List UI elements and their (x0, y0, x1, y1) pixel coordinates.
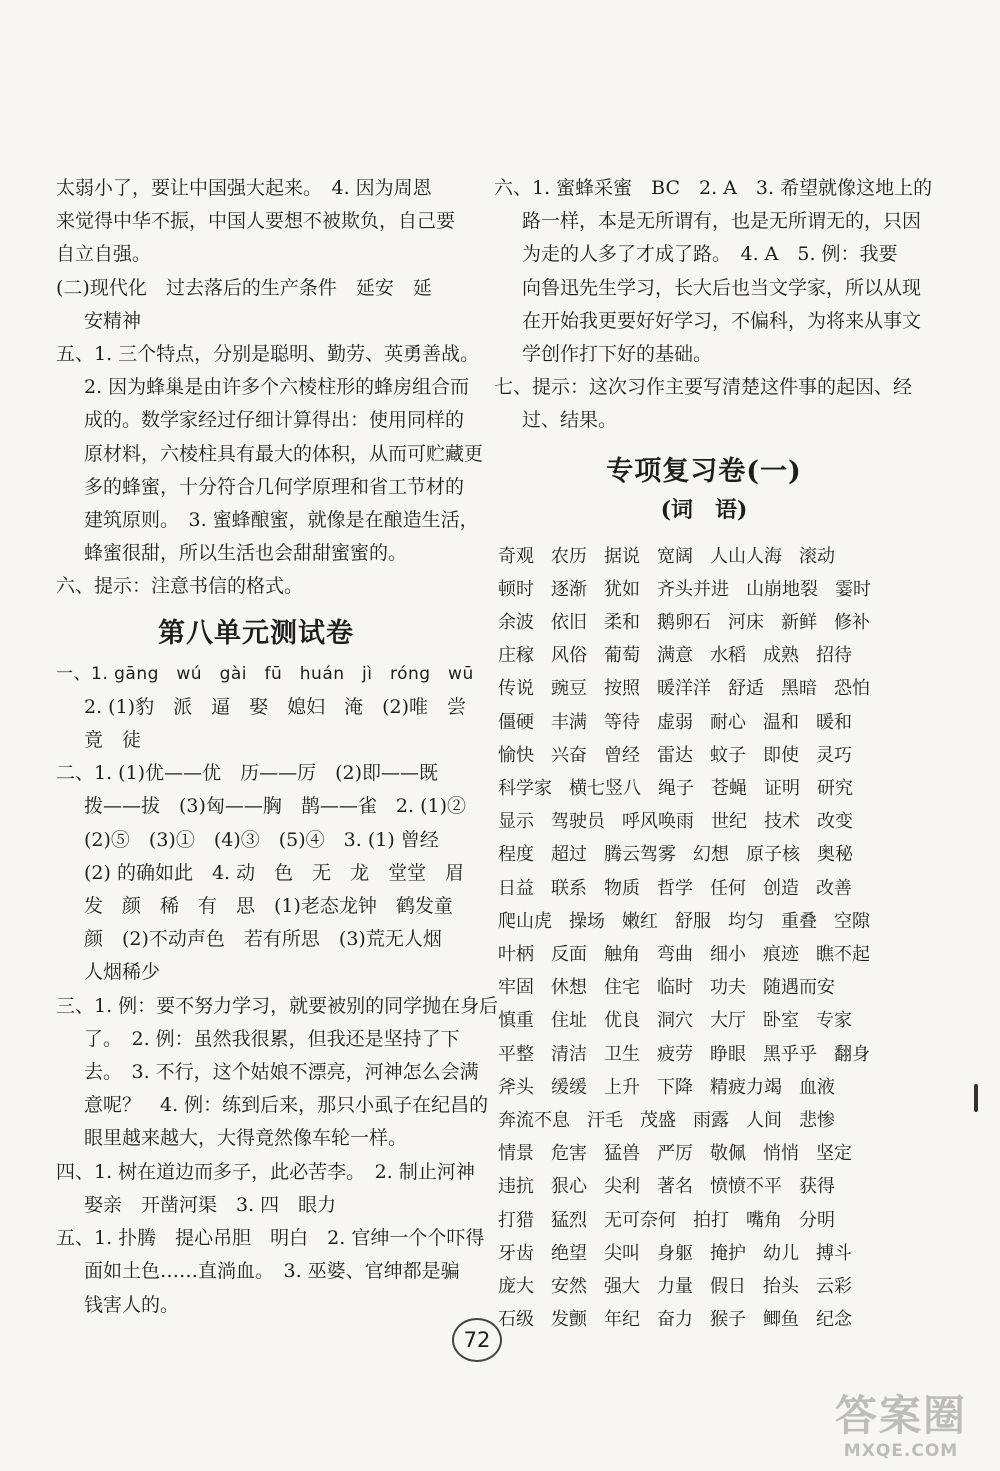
answer-line: 人烟稀少 (84, 961, 161, 984)
answer-line: 颜 (2)不动声色 若有所思 (3)荒无人烟 (84, 928, 442, 951)
answer-line: 二、1. (1)优——优 历——厉 (2)即——既 (56, 762, 438, 785)
vocab-word: 即使 (763, 744, 799, 766)
vocab-row (498, 1170, 914, 1203)
answer-line: 钱害人的。 (84, 1293, 180, 1316)
vocab-word: 世纪 (711, 811, 747, 833)
answer-line: 学创作打下好的基础。 (522, 343, 713, 366)
vocab-word: 牙齿 (498, 1242, 534, 1264)
vocab-word: 坚定 (816, 1143, 852, 1165)
vocab-word: 按照 (604, 678, 640, 700)
vocab-word: 农历 (551, 545, 587, 567)
vocab-row (498, 739, 914, 772)
answer-line: 向鲁迅先生学习，长大后也当文学家，所以从现 (522, 276, 922, 299)
vocab-word: 庞大 (498, 1276, 534, 1298)
vocab-word: 嫩红 (622, 910, 658, 932)
vocab-word: 随遇而安 (763, 977, 835, 999)
vocab-word: 斧头 (498, 1076, 534, 1098)
vocab-word: 分明 (799, 1209, 835, 1231)
vocab-word: 幼儿 (763, 1242, 799, 1264)
vocab-word: 上升 (604, 1076, 640, 1098)
vocab-word: 庄稼 (498, 645, 534, 667)
vocab-row (498, 639, 914, 672)
vocab-word: 严厉 (657, 1143, 693, 1165)
vocab-word: 掩护 (710, 1242, 746, 1264)
answer-line: 自立自强。 (56, 243, 152, 266)
vocab-word: 灵巧 (816, 744, 852, 766)
vocab-word: 汗毛 (587, 1110, 623, 1132)
vocab-word: 水稻 (710, 645, 746, 667)
vocab-word: 程度 (498, 844, 534, 866)
vocab-word: 新鲜 (781, 612, 817, 634)
answer-line: 发 颜 稀 有 思 (1)老态龙钟 鹤发童 (84, 895, 453, 918)
watermark-logo (808, 1392, 994, 1468)
vocab-word: 显示 (498, 811, 534, 833)
vocab-row (498, 1071, 914, 1104)
vocab-row (498, 1303, 914, 1336)
answer-line: 原材料，六棱柱具有最大的体积，从而可贮藏更 (84, 442, 484, 465)
vocab-word: 身躯 (657, 1242, 693, 1264)
vocab-word: 力量 (657, 1276, 693, 1298)
answer-line: 蜂蜜很甜，所以生活也会甜甜蜜蜜的。 (84, 542, 408, 565)
vocab-word: 修补 (834, 612, 870, 634)
vocab-word: 发颤 (551, 1309, 587, 1331)
vocab-word: 反面 (551, 944, 587, 966)
answer-line: 在开始我更要好好学习，不偏科，为将来从事文 (522, 309, 922, 332)
answer-line: 太弱小了，要让中国强大起来。 4. 因为周恩 (56, 177, 432, 199)
left-column (56, 172, 499, 1322)
vocab-word: 耐心 (710, 711, 746, 733)
vocab-word: 驾驶员 (551, 811, 605, 833)
edge-mark (974, 1084, 978, 1112)
vocab-word: 暖和 (816, 711, 852, 733)
vocab-word: 悲惨 (799, 1110, 835, 1132)
answer-line: 四、1. 树在道边而多子，此必苦李。 2. 制止河神 (56, 1160, 475, 1183)
vocab-word: 河床 (728, 612, 764, 634)
vocab-word: 茂盛 (640, 1110, 676, 1132)
vocab-word: 大厅 (710, 1010, 746, 1032)
vocab-word: 顿时 (498, 578, 534, 600)
vocab-word: 腾云驾雾 (604, 844, 676, 866)
vocab-word: 温和 (763, 711, 799, 733)
vocab-word: 黑暗 (781, 678, 817, 700)
vocab-row (498, 872, 914, 905)
vocab-word: 传说 (498, 678, 534, 700)
vocab-word: 满意 (657, 645, 693, 667)
vocab-word: 住宅 (604, 977, 640, 999)
answer-line: 2. 因为蜂巢是由许多个六棱柱形的蜂房组合而 (84, 376, 470, 399)
vocab-row (498, 838, 914, 871)
answer-line: 安精神 (84, 309, 142, 332)
vocab-word: 等待 (604, 711, 640, 733)
vocab-word: 抬头 (763, 1276, 799, 1298)
answer-line: 六、1. 蜜蜂采蜜 BC 2. A 3. 希望就像这地上的 (494, 177, 933, 199)
vocab-row (498, 772, 914, 805)
vocab-word: 细小 (710, 944, 746, 966)
vocab-word: 证明 (764, 778, 800, 800)
vocab-word: 嘴角 (746, 1209, 782, 1231)
answer-line: 来觉得中华不振，中国人要想不被欺负，自己要 (56, 210, 456, 233)
vocab-word: 风俗 (551, 645, 587, 667)
vocab-word: 敬佩 (710, 1143, 746, 1165)
answer-line: 2. (1)豹 派 逼 娶 媳妇 淹 (2)唯 尝 (84, 695, 466, 718)
right-column (494, 172, 933, 1337)
answer-line: 去。 3. 不行，这个姑娘不漂亮，河神怎么会满 (84, 1061, 479, 1084)
vocab-word: 违抗 (498, 1176, 534, 1198)
vocab-word: 瞧不起 (816, 944, 870, 966)
vocab-word: 悄悄 (763, 1143, 799, 1165)
vocab-word: 苍蝇 (711, 778, 747, 800)
vocab-row (498, 573, 914, 606)
vocab-word: 缓缓 (551, 1076, 587, 1098)
vocab-word: 著名 (657, 1176, 693, 1198)
answer-line: 七、提示：这次习作主要写清楚这件事的起因、经 (494, 376, 913, 399)
vocab-word: 睁眼 (710, 1043, 746, 1065)
answer-line: (2)⑤ (3)① (4)③ (5)④ 3. (1) 曾经 (84, 828, 439, 851)
vocab-row (498, 938, 914, 971)
vocab-word: 年纪 (604, 1309, 640, 1331)
vocab-word: 洞穴 (657, 1010, 693, 1032)
vocab-word: 成熟 (763, 645, 799, 667)
vocab-word: 改变 (817, 811, 853, 833)
vocab-word: 慎重 (498, 1010, 534, 1032)
vocab-row (498, 606, 914, 639)
vocab-word: 物质 (604, 877, 640, 899)
vocab-row (498, 1004, 914, 1037)
answer-line: (二)现代化 过去落后的生产条件 延安 延 (56, 276, 432, 299)
vocab-word: 安然 (551, 1276, 587, 1298)
vocab-word: 愤愤不平 (710, 1176, 782, 1198)
vocab-word: 招待 (816, 645, 852, 667)
answer-line: 三、1. 例：要不努力学习，就要被别的同学抛在身后 (56, 994, 499, 1017)
watermark-url: MXQE.COM (843, 1441, 959, 1461)
vocab-word: 齐头并进 (657, 578, 729, 600)
vocab-word: 危害 (551, 1143, 587, 1165)
vocab-word: 丰满 (551, 711, 587, 733)
vocab-word: 超过 (551, 844, 587, 866)
vocab-word: 获得 (799, 1176, 835, 1198)
answer-line: 五、1. 三个特点，分别是聪明、勤劳、英勇善战。 (56, 343, 480, 366)
answer-line: 为走的人多了才成了路。 4. A 5. 例：我要 (522, 243, 898, 266)
vocab-word: 卧室 (763, 1010, 799, 1032)
vocab-word: 情景 (498, 1143, 534, 1165)
answer-line: 意呢？ 4. 例：练到后来，那只小虱子在纪昌的 (84, 1094, 489, 1117)
vocab-word: 打猎 (498, 1209, 534, 1231)
vocab-word: 联系 (551, 877, 587, 899)
vocab-word: 绳子 (658, 778, 694, 800)
vocab-word: 疲劳 (657, 1043, 693, 1065)
answer-line: 眼里越来越大，大得竟然像车轮一样。 (84, 1127, 408, 1150)
answer-line: 六、提示：注意书信的格式。 (56, 575, 304, 598)
vocab-row (498, 540, 914, 573)
vocab-word: 人山人海 (710, 545, 782, 567)
vocab-word: 强大 (604, 1276, 640, 1298)
vocab-word: 纪念 (816, 1309, 852, 1331)
vocab-word: 无可奈何 (604, 1209, 676, 1231)
vocab-word: 翻身 (834, 1043, 870, 1065)
section-title: 第八单元测试卷 (158, 617, 354, 649)
vocab-word: 科学家 (498, 778, 552, 800)
vocab-word: 曾经 (604, 744, 640, 766)
vocab-word: 僵硬 (498, 711, 534, 733)
vocab-row (498, 706, 914, 739)
vocab-word: 宽阔 (657, 545, 693, 567)
vocab-word: 横七竖八 (569, 778, 641, 800)
vocab-word: 尖叫 (604, 1242, 640, 1264)
vocab-word: 平整 (498, 1043, 534, 1065)
vocab-word: 血液 (799, 1076, 835, 1098)
vocab-word: 休想 (551, 977, 587, 999)
vocab-row (498, 1270, 914, 1303)
vocab-row (498, 1137, 914, 1170)
watermark-text: 答案圈 (834, 1391, 967, 1440)
vocab-word: 葡萄 (604, 645, 640, 667)
vocab-word: 任何 (710, 877, 746, 899)
vocab-word: 猴子 (710, 1309, 746, 1331)
vocab-row (498, 672, 914, 705)
answer-line: 竟 徒 (84, 729, 142, 752)
page-number: 72 (452, 1318, 502, 1362)
vocab-word: 暖洋洋 (657, 678, 711, 700)
vocab-word: 卫生 (604, 1043, 640, 1065)
vocab-word: 犹如 (604, 578, 640, 600)
answer-line: 过、结果。 (522, 409, 618, 432)
vocab-word: 霎时 (835, 578, 871, 600)
vocab-word: 黑乎乎 (763, 1043, 817, 1065)
section-title: 专项复习卷(一) (606, 455, 802, 487)
vocab-word: 清洁 (551, 1043, 587, 1065)
vocab-word: 余波 (498, 612, 534, 634)
vocab-word: 逐渐 (551, 578, 587, 600)
vocab-word: 奋力 (657, 1309, 693, 1331)
vocab-word: 痕迹 (763, 944, 799, 966)
vocab-word: 优良 (604, 1010, 640, 1032)
vocab-word: 奥秘 (817, 844, 853, 866)
vocab-row (498, 1104, 914, 1137)
answer-line: 娶亲 开凿河渠 3. 四 眼力 (84, 1193, 337, 1216)
vocab-word: 功夫 (710, 977, 746, 999)
answer-line: 了。 2. 例：虽然我很累，但我还是坚持了下 (84, 1027, 460, 1050)
vocab-word: 猛兽 (604, 1143, 640, 1165)
vocab-word: 专家 (816, 1010, 852, 1032)
vocab-row (498, 905, 914, 938)
vocab-word: 猛烈 (551, 1209, 587, 1231)
vocab-word: 搏斗 (816, 1242, 852, 1264)
vocab-word: 操场 (569, 910, 605, 932)
answer-line: 五、1. 扑腾 提心吊胆 明白 2. 官绅一个个吓得 (56, 1227, 485, 1250)
vocab-word: 幻想 (693, 844, 729, 866)
vocab-word: 下降 (657, 1076, 693, 1098)
vocab-word: 鲫鱼 (763, 1309, 799, 1331)
vocab-word: 技术 (764, 811, 800, 833)
answer-line: 成的。数学家经过仔细计算得出：使用同样的 (84, 409, 465, 432)
answer-line: (2) 的确如此 4. 动 色 无 龙 堂堂 眉 (84, 861, 465, 884)
answer-line: 拨——拔 (3)匈——胸 鹊——雀 2. (1)② (84, 795, 466, 818)
vocab-word: 人间 (746, 1110, 782, 1132)
vocab-word: 尖利 (604, 1176, 640, 1198)
vocab-word: 豌豆 (551, 678, 587, 700)
vocab-word: 恐怕 (834, 678, 870, 700)
vocab-word: 住址 (551, 1010, 587, 1032)
vocab-row (498, 1038, 914, 1071)
vocab-word: 研究 (817, 778, 853, 800)
vocab-word: 虚弱 (657, 711, 693, 733)
vocab-word: 舒适 (728, 678, 764, 700)
vocab-word: 原子核 (746, 844, 800, 866)
vocab-word: 山崩地裂 (746, 578, 818, 600)
section-subtitle: (词 语) (660, 496, 748, 523)
vocab-word: 蚊子 (710, 744, 746, 766)
vocab-word: 舒服 (675, 910, 711, 932)
vocab-word: 牢固 (498, 977, 534, 999)
answer-line: 多的蜂蜜，十分符合几何学原理和省工节材的 (84, 475, 465, 498)
vocab-word: 雨露 (693, 1110, 729, 1132)
vocab-word: 改善 (816, 877, 852, 899)
vocab-word: 触角 (604, 944, 640, 966)
vocab-word: 拍打 (693, 1209, 729, 1231)
vocab-word: 云彩 (816, 1276, 852, 1298)
vocab-word: 依旧 (551, 612, 587, 634)
vocab-word: 据说 (604, 545, 640, 567)
vocab-word: 临时 (657, 977, 693, 999)
vocab-row (498, 1204, 914, 1237)
vocab-row (498, 1237, 914, 1270)
vocab-word: 兴奋 (551, 744, 587, 766)
vocab-word: 滚动 (799, 545, 835, 567)
vocab-word: 创造 (763, 877, 799, 899)
vocab-word: 叶柄 (498, 944, 534, 966)
vocab-list (494, 540, 914, 1337)
vocab-word: 雷达 (657, 744, 693, 766)
answer-line: 面如土色……直淌血。 3. 巫婆、官绅都是骗 (84, 1260, 460, 1283)
vocab-row (498, 805, 914, 838)
vocab-word: 奇观 (498, 545, 534, 567)
vocab-word: 哲学 (657, 877, 693, 899)
vocab-word: 日益 (498, 877, 534, 899)
vocab-word: 重叠 (781, 910, 817, 932)
vocab-word: 弯曲 (657, 944, 693, 966)
vocab-word: 呼风唤雨 (622, 811, 694, 833)
vocab-word: 奔流不息 (498, 1110, 570, 1132)
answer-line: 建筑原则。 3. 蜜蜂酿蜜，就像是在酿造生活， (84, 509, 479, 532)
answer-line: 路一样，本是无所谓有，也是无所谓无的，只因 (522, 210, 922, 233)
vocab-word: 爬山虎 (498, 910, 552, 932)
vocab-word: 狠心 (551, 1176, 587, 1198)
vocab-word: 空隙 (834, 910, 870, 932)
vocab-word: 石级 (498, 1309, 534, 1331)
vocab-word: 绝望 (551, 1242, 587, 1264)
vocab-word: 鹅卵石 (657, 612, 711, 634)
vocab-word: 精疲力竭 (710, 1076, 782, 1098)
vocab-word: 柔和 (604, 612, 640, 634)
vocab-word: 假日 (710, 1276, 746, 1298)
vocab-word: 愉快 (498, 744, 534, 766)
vocab-row (498, 971, 914, 1004)
answer-line: 一、1. gāng wú gài fū huán jì róng wū (56, 663, 474, 684)
vocab-word: 均匀 (728, 910, 764, 932)
